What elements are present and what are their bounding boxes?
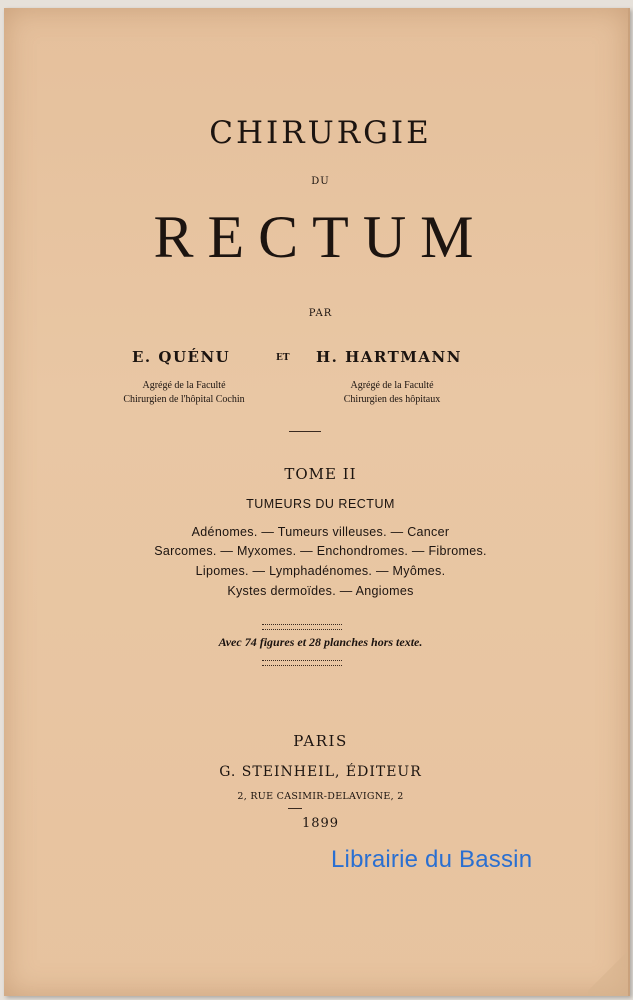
ornament-rule-top [262,624,342,630]
year-rule [288,808,302,809]
et-label: ET [276,353,290,363]
contents-line-1: Adénomes. — Tumeurs villeuses. — Cancer [191,525,450,539]
contents-line-3: Lipomes. — Lymphadénomes. — Myômes. [195,564,446,578]
subtitle: TUMEURS DU RECTUM [246,497,395,511]
contents-line-4: Kystes dermoïdes. — Angiomes [227,584,414,598]
title-du: DU [311,176,330,187]
page-corner-wear [588,946,628,996]
author-2-affil-line-2: Chirurgien des hôpitaux [343,394,441,405]
book-title-page [4,8,630,996]
author-2-affil-line-1: Agrégé de la Faculté [350,380,434,391]
author-1-affil-line-1: Agrégé de la Faculté [142,380,226,391]
contents-line-2: Sarcomes. — Myxomes. — Enchondromes. — Fibromes. [154,544,487,558]
bookseller-watermark: Librairie du Bassin [331,846,533,873]
figures-note: Avec 74 figures et 28 planches hors texte. [218,635,423,649]
publication-year: 1899 [301,816,340,831]
author-2-affiliation [322,379,462,407]
title-line-1: CHIRURGIE [209,115,432,151]
par-label: PAR [308,308,333,319]
author-1-affiliation [104,379,264,407]
publisher-address: 2, RUE CASIMIR-DELAVIGNE, 2 [237,791,404,802]
city: PARIS [293,732,348,750]
divider-rule [289,431,321,432]
title-line-2: RECTUM [153,204,488,270]
author-1-name: E. QUÉNU [132,348,231,366]
author-2-name: H. HARTMANN [316,348,462,366]
ornament-rule-bottom [262,660,342,666]
author-1-affil-line-2: Chirurgien de l'hôpital Cochin [123,394,245,405]
tome-label: TOME II [284,465,357,483]
publisher: G. STEINHEIL, ÉDITEUR [219,764,422,780]
